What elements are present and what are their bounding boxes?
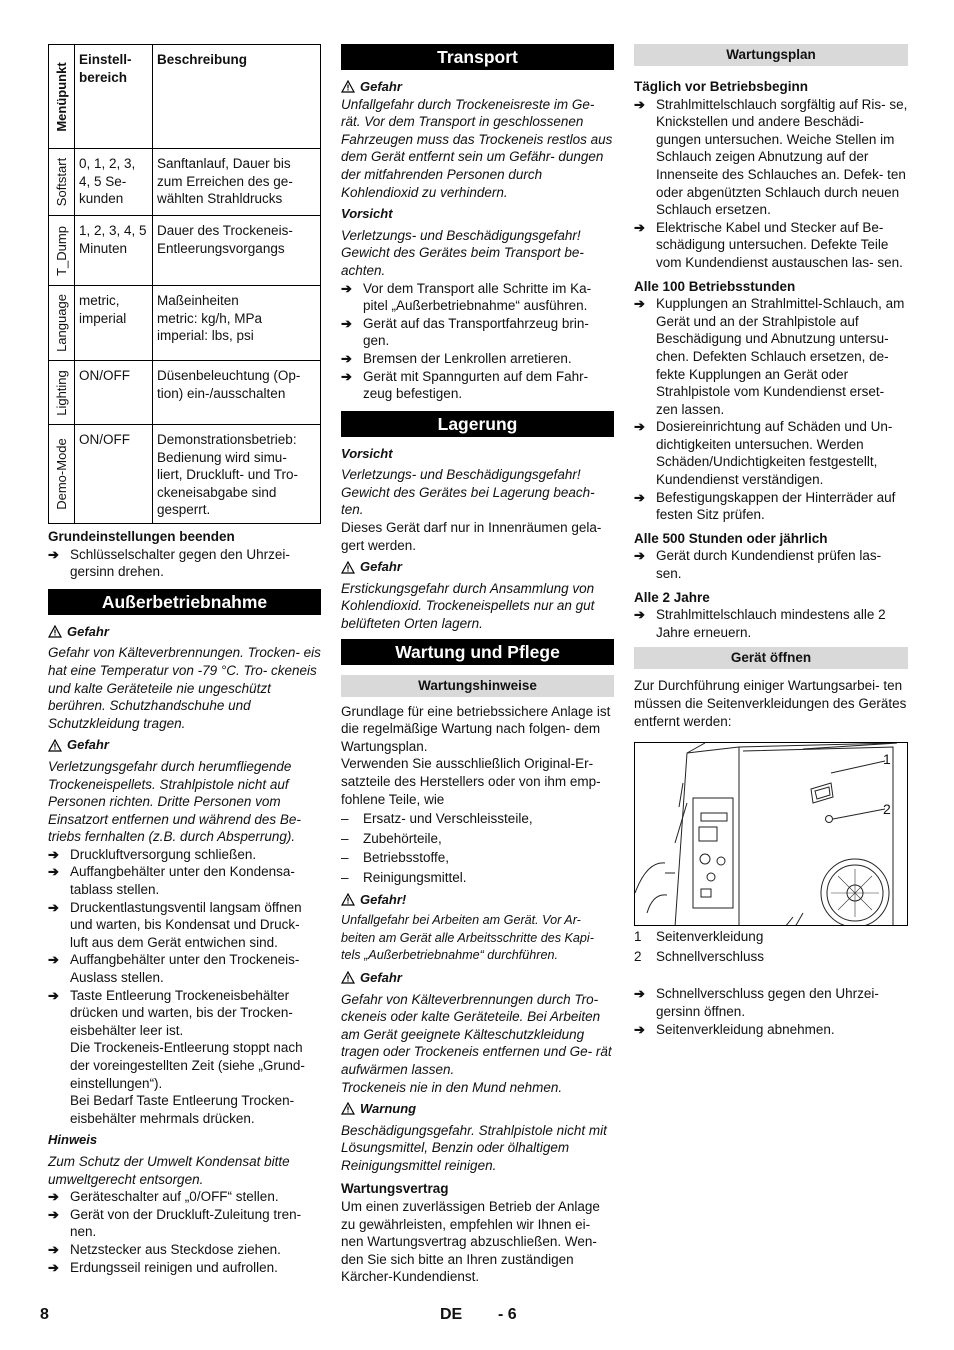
row-range: 0, 1, 2, 3, 4, 5 Se- kunden bbox=[75, 149, 153, 216]
row-range: ON/OFF bbox=[75, 361, 153, 425]
step-item: ➔ Dosiereinrichtung auf Schäden und Un- dichtigkeiten untersuchen. Werden Schäden/Undichtigkeiten festgestellt, Kundendienst verständigen. bbox=[634, 418, 908, 488]
step-item: ➔ Auffangbehälter unter den Kondensa- tablass stellen. bbox=[48, 863, 321, 898]
warning-text: Gefahr von Kälteverbrennungen. Trocken- eis hat eine Temperatur von -79 °C. Tro- ckeneis und kalte Geräteteile nie ungeschützt berühren. Schutzhandschuhe und Schutzkleidung tragen. bbox=[48, 645, 321, 731]
legend-text: Schnellverschluss bbox=[656, 948, 765, 964]
page-number-left: 8 bbox=[40, 1306, 49, 1323]
legend-item bbox=[634, 948, 908, 966]
step-item: ➔ Auffangbehälter unter den Trockeneis- Auslass stellen. bbox=[48, 951, 321, 986]
warning-text: Verletzungsgefahr durch herumfliegende Trockeneispellets. Strahlpistole nicht auf Personen richten. Dritte Personen vom Einsatzort entfernen und während des Be- triebs fernhalten (z.B. durch Absperrung). bbox=[48, 758, 301, 845]
column-3 bbox=[634, 44, 908, 1038]
desc-line: metric: kg/h, MPa bbox=[157, 310, 263, 326]
warning-triangle-icon bbox=[341, 80, 355, 93]
vorsicht-text: Verletzungs- und Beschädigungsgefahr! Gewicht des Gerätes beim Transport be- achten. bbox=[341, 227, 584, 278]
warning-label: Gefahr bbox=[48, 623, 321, 641]
warning-triangle-icon bbox=[48, 739, 62, 752]
step-item: ➔ Netzstecker aus Steckdose ziehen. bbox=[48, 1241, 321, 1259]
warning-triangle-icon bbox=[48, 625, 62, 638]
subsection-title-wartungshinweise: Wartungshinweise bbox=[341, 675, 614, 697]
step-item: ➔ Seitenverkleidung abnehmen. bbox=[634, 1021, 908, 1039]
table-row bbox=[49, 361, 321, 425]
step-note: Bei Bedarf Taste Entleerung Trocken- eisbehälter mehrmals drücken. bbox=[70, 1093, 295, 1126]
legend-item bbox=[634, 928, 908, 946]
row-desc: Demonstrationsbetrieb: Bedienung wird simu- liert, Druckluft- und Tro- ckeneisabgabe sind gesperrt. bbox=[153, 425, 321, 524]
step-item: ➔ Geräteschalter auf „0/OFF“ stellen. bbox=[48, 1188, 321, 1206]
hinweis-label: Hinweis bbox=[48, 1132, 98, 1148]
warning-text: Erstickungsgefahr durch Ansammlung von Kohlendioxid. Trockeneispellets nur an gut belüfteten Orten lagern. bbox=[341, 580, 595, 632]
warning-text: Beschädigungsgefahr. Strahlpistole nicht mit Lösungsmittel, Benzin oder ölhaltigem Reinigungsmittel reinigen. bbox=[341, 1122, 607, 1173]
step-item: ➔ Taste Entleerung Trockeneisbehälter drücken und warten, bis der Trocken- eisbehälter leer ist. bbox=[48, 987, 321, 1040]
warning-triangle-icon bbox=[341, 893, 355, 906]
column-1 bbox=[48, 44, 321, 1276]
vertrag-heading: Wartungsvertrag bbox=[341, 1181, 449, 1197]
row-desc bbox=[153, 286, 321, 361]
section-title-wartung: Wartung und Pflege bbox=[341, 639, 614, 665]
step-item: ➔ Gerät von der Druckluft-Zuleitung tren- nen. bbox=[48, 1206, 321, 1241]
step-item: ➔ Erdungsseil reinigen und aufrollen. bbox=[48, 1259, 321, 1277]
step-item: ➔ Elektrische Kabel und Stecker auf Be- schädigung untersuchen. Defekte Teile vom Kundendienst austauschen las- sen. bbox=[634, 219, 908, 272]
plan-heading: Alle 2 Jahre bbox=[634, 589, 710, 605]
row-menu: Softstart bbox=[53, 157, 69, 207]
header-menu-cell bbox=[49, 45, 75, 149]
warning-label: Gefahr bbox=[341, 78, 614, 96]
row-menu: Lighting bbox=[53, 369, 69, 416]
table-row bbox=[49, 425, 321, 524]
section-title-ausserbetriebnahme: Außerbetriebnahme bbox=[48, 589, 321, 615]
row-desc: Sanftanlauf, Dauer bis zum Erreichen des ge- wählten Strahldrucks bbox=[153, 149, 321, 216]
warning-text: Unfallgefahr durch Trockeneisreste im Ge- rät. Vor dem Transport in geschlossenen Fahrzeugen muss das Trockeneis restlos aus dem Gerät entfernt sein um Gefähr- dungen der mitfahrenden Personen durch Kohlendioxid zu verhindern. bbox=[341, 96, 613, 200]
plan-heading: Alle 500 Stunden oder jährlich bbox=[634, 530, 828, 546]
step-item: ➔ Befestigungskappen der Hinterräder auf festen Sitz prüfen. bbox=[634, 489, 908, 524]
row-menu: T_Dump bbox=[53, 225, 69, 276]
vorsicht-label: Vorsicht bbox=[341, 445, 393, 461]
column-2 bbox=[341, 44, 614, 1286]
row-menu: Demo-Mode bbox=[53, 438, 69, 510]
hinweis-text: Zum Schutz der Umwelt Kondensat bitte umweltgerecht entsorgen. bbox=[48, 1153, 290, 1187]
warning-label: Warnung bbox=[341, 1100, 614, 1118]
row-desc: Dauer des Trockeneis- Entleerungsvorgangs bbox=[153, 216, 321, 286]
step-item: ➔ Vor dem Transport alle Schritte im Ka- pitel „Außerbetriebnahme“ ausführen. bbox=[341, 280, 614, 315]
page-footer bbox=[0, 1306, 954, 1328]
warning-text: Unfallgefahr bei Arbeiten am Gerät. Vor Ar- beiten am Gerät alle Arbeitsschritte des Kapi- tels „Außerbetriebnahme“ durchführen. bbox=[341, 913, 594, 963]
plan-heading: Täglich vor Betriebsbeginn bbox=[634, 79, 809, 94]
body-text: Dieses Gerät darf nur in Innenräumen gela- gert werden. bbox=[341, 520, 602, 553]
plan-heading: Alle 100 Betriebsstunden bbox=[634, 278, 796, 294]
body-text: Verwenden Sie ausschließlich Original-Er- satzteile des Herstellers oder von ihm emp- fohlene Teile, wie bbox=[341, 756, 601, 807]
step-item: ➔ Strahlmittelschlauch sorgfältig auf Ris- se, Knickstellen und andere Beschädi- gungen untersuchen. Weiche Stellen im Schlauch zeigen Abnutzung auf der Innenseite des Schlauches an. Defek- ten oder abgenützten Schlauch durch neuen Schlauch ersetzen. bbox=[634, 96, 908, 219]
page-number: - 6 bbox=[498, 1306, 517, 1323]
row-range: ON/OFF bbox=[75, 425, 153, 524]
warning-text: Gefahr von Kälteverbrennungen durch Tro- ckeneis oder kalte Geräteteile. Bei Arbeiten am Gerät geeignete Kälteschutzkleidung tragen oder Trockeneis entfernen und Ge- rät aufwärmen lassen. bbox=[341, 991, 612, 1077]
row-range: metric, imperial bbox=[75, 286, 153, 361]
desc-line: Maßeinheiten bbox=[157, 293, 239, 308]
section-title-lagerung: Lagerung bbox=[341, 411, 614, 437]
body-text: Um einen zuverlässigen Betrieb der Anlage zu gewährleisten, empfehlen wir Ihnen ei- nen Wartungsvertrag abzuschließen. Wen- den Sie sich bitte an Ihren zuständigen Kärcher-Kundendienst. bbox=[341, 1199, 600, 1285]
section-title-transport: Transport bbox=[341, 44, 614, 70]
legend-num: 2 bbox=[634, 948, 642, 964]
warning-label: Gefahr bbox=[341, 969, 614, 987]
step-item: ➔ Schnellverschluss gegen den Uhrzei- gersinn öffnen. bbox=[634, 985, 908, 1020]
language-code: DE bbox=[440, 1306, 463, 1323]
device-figure bbox=[634, 742, 908, 926]
list-item: – Betriebsstoffe, bbox=[341, 849, 614, 867]
step-item: ➔ Gerät durch Kundendienst prüfen las- sen. bbox=[634, 547, 908, 582]
warning-label: Gefahr! bbox=[341, 891, 614, 909]
step-item: ➔ Strahlmittelschlauch mindestens alle 2 Jahre erneuern. bbox=[634, 606, 908, 641]
step-item: ➔ Kupplungen an Strahlmittel-Schlauch, am Gerät und an der Strahlpistole auf Beschädigung und Abnutzung untersu- chen. Defekten Schlauch ersetzen, de- fekte Kupplungen an Gerät oder Strahlpistole vom Kundendienst erset- zen lassen. bbox=[634, 295, 908, 418]
table-row bbox=[49, 149, 321, 216]
body-text: Zur Durchführung einiger Wartungsarbei- ten müssen die Seitenverkleidungen des Gerätes entfernt werden: bbox=[634, 678, 907, 729]
device-drawing bbox=[635, 743, 908, 926]
table-row bbox=[49, 286, 321, 361]
callout-2: 2 bbox=[883, 801, 891, 818]
row-desc: Düsenbeleuchtung (Op- tion) ein-/ausschalten bbox=[153, 361, 321, 425]
body-text: Grundlage für eine betriebssichere Anlage ist die regelmäßige Wartung nach folgen- dem Wartungsplan. bbox=[341, 703, 611, 754]
list-item: – Ersatz- und Verschleissteile, bbox=[341, 810, 614, 828]
warning-label: Gefahr bbox=[341, 558, 614, 576]
vorsicht-text: Verletzungs- und Beschädigungsgefahr! Gewicht des Gerätes bei Lagerung beach- ten. bbox=[341, 467, 595, 518]
grund-heading: Grundeinstellungen beenden bbox=[48, 528, 235, 544]
step-item: ➔ Druckluftversorgung schließen. bbox=[48, 846, 321, 864]
vorsicht-label: Vorsicht bbox=[341, 206, 393, 222]
header-menu: Menüpunkt bbox=[53, 61, 69, 132]
warning-label: Gefahr bbox=[48, 736, 321, 754]
legend-num: 1 bbox=[634, 929, 642, 945]
list-item: – Zubehörteile, bbox=[341, 830, 614, 848]
row-range: 1, 2, 3, 4, 5 Minuten bbox=[75, 216, 153, 286]
callout-1: 1 bbox=[883, 751, 891, 768]
subsection-title-geraet-oeffnen: Gerät öffnen bbox=[634, 647, 908, 669]
figure-legend bbox=[634, 928, 908, 965]
step-item: ➔ Schlüsselschalter gegen den Uhrzei- gersinn drehen. bbox=[48, 546, 321, 581]
row-menu: Language bbox=[53, 294, 69, 352]
warning-triangle-icon bbox=[341, 971, 355, 984]
subsection-title-wartungsplan: Wartungsplan bbox=[634, 44, 908, 66]
warning-triangle-icon bbox=[341, 1102, 355, 1115]
step-item: ➔ Bremsen der Lenkrollen arretieren. bbox=[341, 350, 614, 368]
list-item: – Reinigungsmittel. bbox=[341, 869, 614, 887]
header-desc: Beschreibung bbox=[153, 45, 321, 149]
step-item: ➔ Druckentlastungsventil langsam öffnen und warten, bis Kondensat und Druck- luft aus dem Gerät entwichen sind. bbox=[48, 899, 321, 952]
legend-text: Seitenverkleidung bbox=[656, 929, 764, 945]
desc-line: imperial: lbs, psi bbox=[157, 328, 254, 344]
step-item: ➔ Gerät mit Spanngurten auf dem Fahr- zeug befestigen. bbox=[341, 368, 614, 403]
table-row bbox=[49, 216, 321, 286]
step-note: Die Trockeneis-Entleerung stoppt nach der voreingestellten Zeit (siehe „Grund- einstellungen“). bbox=[70, 1040, 305, 1091]
step-item: ➔ Gerät auf das Transportfahrzeug brin- gen. bbox=[341, 315, 614, 350]
header-range: Einstell- bereich bbox=[75, 45, 153, 149]
warning-triangle-icon bbox=[341, 561, 355, 574]
settings-table bbox=[48, 44, 321, 524]
table-header-row bbox=[49, 45, 321, 149]
warning-text: Trockeneis nie in den Mund nehmen. bbox=[341, 1079, 563, 1095]
